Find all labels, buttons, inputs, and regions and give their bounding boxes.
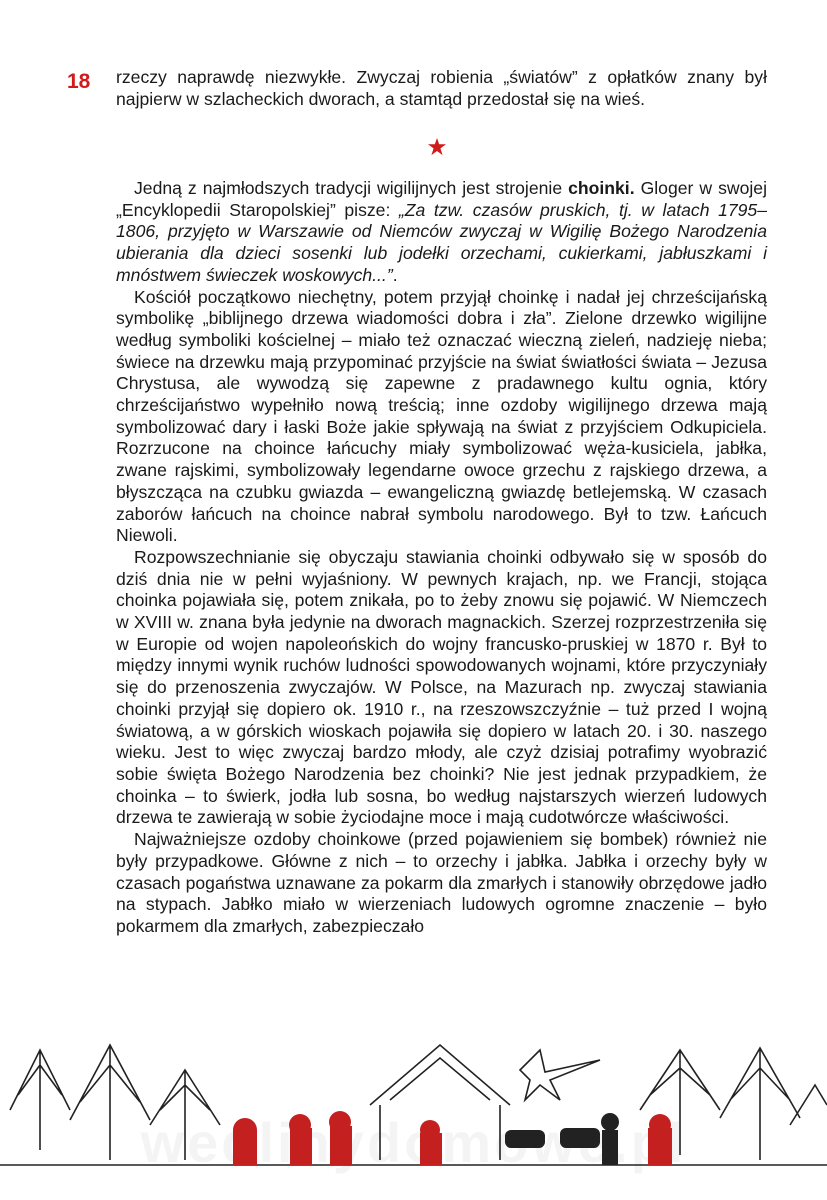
article-body — [116, 178, 767, 938]
nativity-illustration — [0, 1030, 827, 1200]
paragraph-choinka-intro — [116, 178, 767, 287]
figure-icon — [648, 1128, 672, 1165]
tree-icon — [70, 1045, 150, 1160]
page-number: 18 — [67, 70, 91, 93]
paragraph-symbolism: Kościół początkowo niechętny, potem przyjął choinkę i nadał jej chrześcijańską symbolikę „biblijnego drzewa wiadomości dobra i zła”. Zielone drzewko wigilijne według symboliki kościelnej – miało też oznaczać wieczną zieleń, nadzieję nieba; świece na drzewku mają przypominać przyjście na świat światłości świata – Jezusa Chrystusa, ale wywodzą się zapewne z pradawnego kultu ognia, który chrześcijaństwo wypełniło nową treścią; inne ozdoby wigilijnego drzewa mają symbolizować dary i łaski Boże jakie spływają na świat z przyjściem Odkupiciela. Rozrzucone na choince łańcuchy miały symbolizować węża-kusiciela, jabłka, zwane rajskimi, symbolizowały legendarne owoce grzechu z rajskiego drzewa, a błyszcząca na czubku gwiazda – ewangeliczną gwiazdę betlejemską. W czasach zaborów łańcuch na choince nabrał symbolu narodowego. Był to tzw. Łańcuch Niewoli. — [116, 286, 767, 546]
star-icon — [428, 138, 446, 156]
p1-bold: choinki. — [568, 178, 635, 198]
paragraph-spread: Rozpowszechnianie się obyczaju stawiania choinki odbywało się w sposób do dziś dnia nie w pełni wyjaśniony. W pewnych krajach, np. we Francji, stojąca choinka pojawiała się, potem znikała, po to żeby znowu się pojawić. W Niemczech w XVIII w. znana była jedynie na dworach magnackich. Szerzej rozprzestrzeniła się w Europie od wojen napoleońskich do wojny francusko-pruskiej w 1870 r. Był to między innymi wynik ruchów ludności spowodowanych wojnami, które przyczyniały się do przenoszenia zwyczajów. W Polsce, na Mazurach np. zwyczaj stawiania choinki przyjął się dopiero ok. 1910 r., na rzeszowszczyźnie – tuż przed I wojną światową, a w górskich wioskach pojawiła się dopiero w latach 20. i 30. naszego wieku. Jest to więc zwyczaj bardzo młody, ale czyż dzisiaj potrafimy wyobrazić sobie święta Bożego Narodzenia bez choinki? Nie jest jednak przypadkiem, że choinka – to świerk, jodła lub sosna, bo według najstarszych wierzeń ludowych drzewa te zawierają w sobie życiodajne moce i mają cudotwórcze właściwości. — [116, 546, 767, 828]
tree-icon — [150, 1070, 220, 1160]
paragraph-ornaments: Najważniejsze ozdoby choinkowe (przed pojawieniem się bombek) również nie były przypadkowe. Główne z nich – to orzechy i jabłka. Jabłka i orzechy były w czasach pogaństwa uznawane za pokarm dla zmarłych i stanowiły obrzędowe jadło na stypach. Jabłko miało w wierzeniach ludowych ogromne znaczenie – było pokarmem dla zmarłych, zabezpieczało — [116, 829, 767, 936]
animal-icon — [560, 1128, 600, 1148]
p1-text-b: Gloger w swojej „Encyklopedii Staropolskiej” pisze: — [116, 178, 767, 220]
figure-icon — [602, 1130, 618, 1165]
tree-icon — [10, 1050, 70, 1150]
figure-icon — [330, 1126, 352, 1165]
tree-icon — [720, 1048, 800, 1160]
animal-icon — [505, 1130, 545, 1148]
figure-icon — [290, 1128, 312, 1165]
p1-text-a: Jedną z najmłodszych tradycji wigilijnych jest strojenie — [134, 178, 569, 198]
p1-quote: „Za tzw. czasów pruskich, tj. w latach 1795–1806, przyjęto w Warszawie od Niemców zwyczaj w Wigilię Bożego Narodzenia ubierania dla dzieci sosenki lub jodełki orzechami, cukierkami, jabłuszkami i mnóstwem świeczek woskowych...” — [116, 199, 767, 285]
continuation-paragraph: rzeczy naprawdę niezwykłe. Zwyczaj robienia „światów” z opłatków znany był najpierw w szlacheckich dworach, a stamtąd przedostał się na wieś. — [116, 67, 767, 109]
figure-icon — [233, 1130, 257, 1165]
figure-icon — [420, 1133, 442, 1165]
comet-star-icon — [520, 1050, 600, 1100]
figure-icon — [601, 1113, 619, 1131]
tree-icon — [790, 1085, 827, 1125]
p1-text-c: . — [392, 264, 398, 285]
